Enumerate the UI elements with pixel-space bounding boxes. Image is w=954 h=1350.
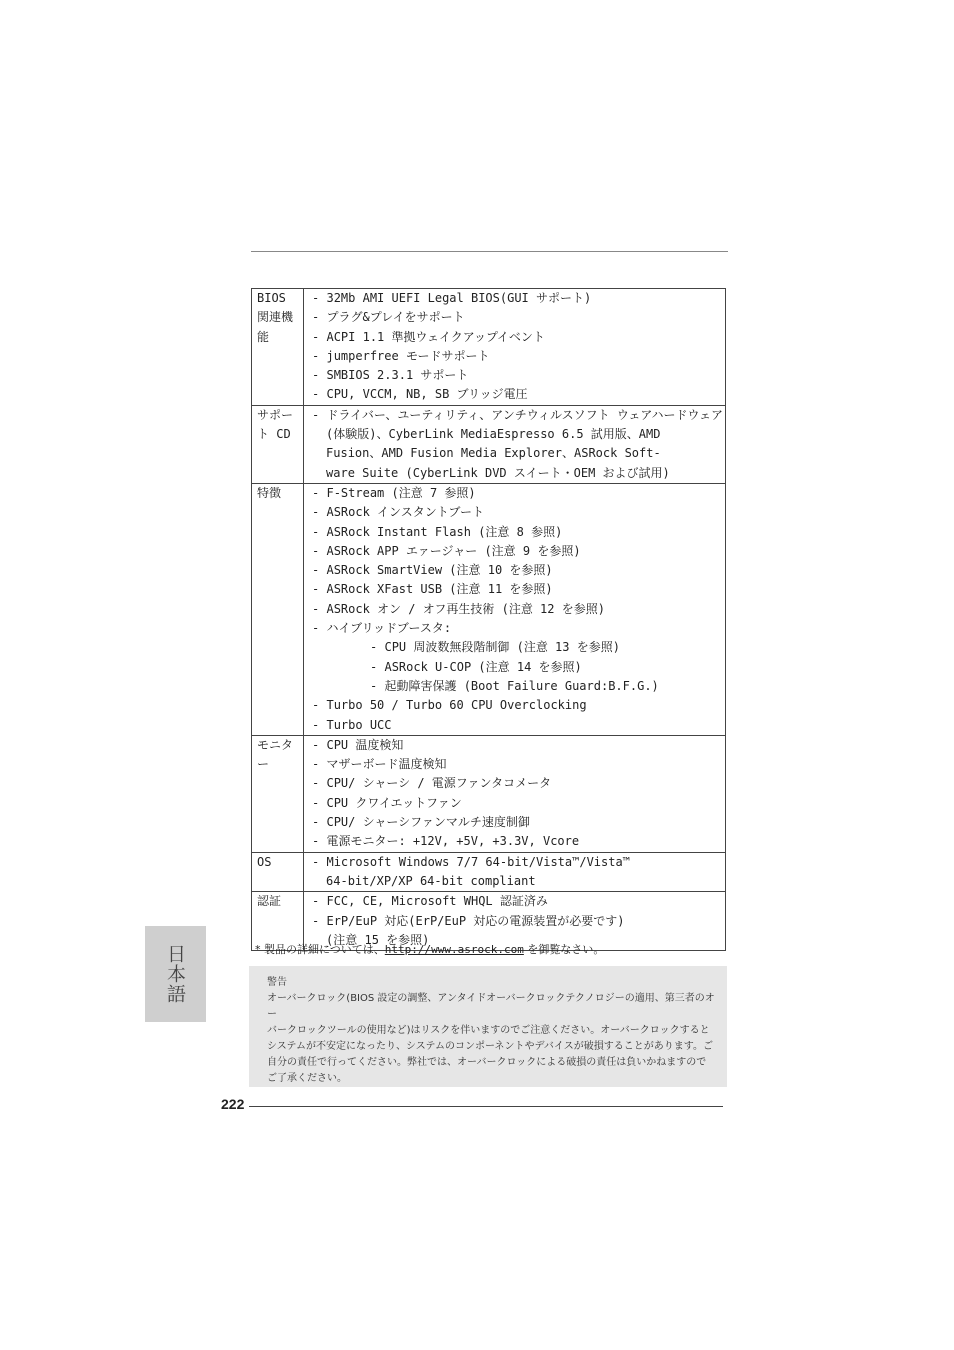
spec-item: - ASRock インスタントブート: [312, 505, 484, 520]
spec-label: 認証: [252, 892, 304, 951]
spec-item: - ErP/EuP 対応(ErP/EuP 対応の電源装置が必要です): [312, 913, 625, 928]
spec-item: - ASRock オン / オフ再生技術 (注意 12 を参照): [312, 601, 605, 616]
spec-label: サポート CD: [252, 405, 304, 483]
spec-items: [304, 735, 726, 852]
warning-title: 警告: [267, 977, 287, 988]
spec-item: - CPU, VCCM, NB, SB ブリッジ電圧: [312, 387, 528, 402]
spec-row: [252, 405, 726, 483]
spec-item: - CPU/ シャーシ / 電源ファンタコメータ: [312, 776, 552, 791]
spec-row: [252, 852, 726, 892]
warning-line: バークロックツールの使用など)はリスクを伴いますのでご注意ください。オーバークロックすると: [267, 1025, 710, 1036]
spec-item: - プラグ&プレイをサポート: [312, 310, 465, 325]
spec-item: - Turbo UCC: [312, 717, 392, 732]
spec-label: OS: [252, 852, 304, 892]
spec-item: - ASRock U-COP (注意 14 を参照): [370, 659, 582, 674]
warning-line: ご了承ください。: [267, 1073, 347, 1084]
spec-item: 64-bit/XP/XP 64-bit compliant: [326, 873, 536, 888]
spec-item: Fusion、AMD Fusion Media Explorer、ASRock Soft-: [326, 446, 661, 461]
spec-row: [252, 289, 726, 406]
spec-table: [251, 288, 726, 951]
warning-box: [249, 966, 727, 1087]
spec-label: モニター: [252, 735, 304, 852]
spec-item: - ACPI 1.1 準拠ウェイクアップイベント: [312, 329, 545, 344]
top-rule: [251, 251, 728, 252]
spec-item: - SMBIOS 2.3.1 サポート: [312, 368, 469, 383]
spec-item: - ASRock XFast USB (注意 11 を参照): [312, 582, 553, 597]
language-side-tab: [145, 926, 206, 1022]
warning-line: システムが不安定になったり、システムのコンポーネントやデバイスが破損することがあります。ご: [267, 1041, 713, 1052]
asrock-website-link[interactable]: http://www.asrock.com: [384, 943, 524, 956]
spec-item: (体験版)、CyberLink MediaEspresso 6.5 試用版、AMD: [326, 427, 661, 442]
spec-items: [304, 289, 726, 406]
spec-item: - ASRock Instant Flash (注意 8 参照): [312, 524, 563, 539]
warning-line: オーバークロック(BIOS 設定の調整、アンタイドオーバークロックテクノロジーの適用、第三者のオー: [267, 993, 715, 1020]
warning-line: 自分の責任で行ってください。弊社では、オーバークロックによる破損の責任は負いかねますので: [267, 1057, 707, 1068]
spec-items: [304, 405, 726, 483]
spec-item: - 32Mb AMI UEFI Legal BIOS(GUI サポート): [312, 291, 592, 305]
footnote: [255, 941, 604, 957]
spec-item: - Turbo 50 / Turbo 60 CPU Overclocking: [312, 698, 587, 713]
spec-item: - ASRock APP エァージャー (注意 9 を参照): [312, 543, 581, 558]
spec-items: [304, 852, 726, 892]
spec-item: - CPU 温度検知: [312, 737, 404, 752]
spec-item: - Microsoft Windows 7/7 64-bit/Vista™/Vista™: [312, 854, 630, 869]
spec-item: - FCC, CE, Microsoft WHQL 認証済み: [312, 894, 548, 909]
page-number: 222: [221, 1096, 245, 1112]
spec-item: - 起動障害保護 (Boot Failure Guard:B.F.G.): [370, 678, 659, 693]
spec-label: BIOS 関連機能: [252, 289, 304, 406]
spec-item: - jumperfree モードサポート: [312, 348, 490, 363]
spec-item: - CPU 周波数無段階制御 (注意 13 を参照): [370, 640, 620, 655]
spec-item: - ドライバー、ユーティリティ、アンチウィルスソフト ウェアハードウェア: [312, 407, 723, 422]
spec-item: - CPU クワイエットファン: [312, 795, 462, 810]
spec-row: [252, 483, 726, 735]
spec-item: - ASRock SmartView (注意 10 を参照): [312, 563, 553, 578]
footnote-suffix: を御覧なさい。: [523, 943, 605, 956]
spec-item: - マザーボード温度検知: [312, 757, 447, 772]
language-label: 日本語: [164, 944, 186, 1004]
spec-item: - ハイブリッドブースタ:: [312, 621, 452, 636]
spec-items: [304, 483, 726, 735]
spec-item: (注意 15 を参照): [326, 932, 430, 947]
footnote-prefix: * 製品の詳細については、: [255, 943, 385, 956]
spec-table-body: [252, 289, 726, 951]
spec-item: - 電源モニター: +12V, +5V, +3.3V, Vcore: [312, 834, 580, 849]
spec-item: - F-Stream (注意 7 参照): [312, 485, 476, 500]
bottom-rule: [249, 1106, 723, 1107]
spec-row: [252, 735, 726, 852]
spec-label: 特徴: [252, 483, 304, 735]
spec-item: - CPU/ シャーシファンマルチ速度制御: [312, 815, 530, 830]
spec-item: ware Suite (CyberLink DVD スイート・OEM および試用): [326, 465, 670, 480]
